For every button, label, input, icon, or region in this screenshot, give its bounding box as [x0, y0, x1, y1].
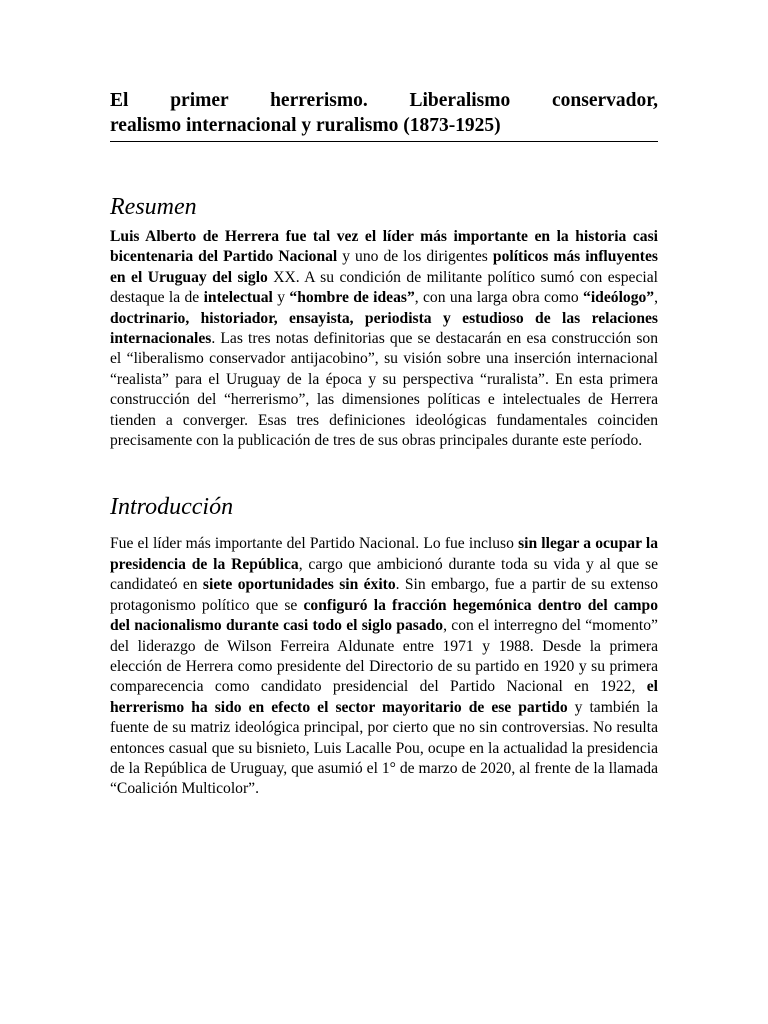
resumen-bold-7: “hombre de ideas”: [289, 289, 415, 307]
resumen-paragraph: [110, 227, 658, 451]
resumen-bold-1: Luis Alberto de Herrera fue tal vez el líder más importante en la historia casi bicentenaria del Partido Nacional: [110, 228, 658, 266]
intro-text-3: , cargo que ambicionó durante toda su vida y al que se candidateó en: [110, 555, 659, 594]
intro-text-7: , con el interregno del “momento” del liderazgo de Wilson Ferreira Aldunate entre 1971 y 1988. Desde la primera elección de Herrera como presidente del Directorio de su partido en 1920 y su primera comparecencia como candidato presidencial del Partido Nacional en 1922,: [110, 617, 658, 696]
resumen-text-10: ,: [654, 289, 658, 307]
introduccion-paragraph: [110, 534, 658, 799]
intro-bold-4: siete oportunidades sin éxito: [202, 576, 396, 594]
document-page: [110, 88, 658, 800]
resumen-text-8: , con una larga obra como: [414, 289, 584, 307]
resumen-text-4: XX. A su condición de militante político sumó con especial destaque la de: [110, 268, 658, 307]
intro-text-5: . Sin embargo, fue a partir de su extenso protagonismo político que se: [110, 576, 658, 614]
title-line-1: El primer herrerismo. Liberalismo conservador,: [110, 90, 658, 111]
intro-bold-2: sin llegar a ocupar la presidencia de la República: [110, 535, 658, 573]
resumen-bold-5: intelectual: [203, 289, 273, 307]
intro-bold-6: configuró la fracción hegemónica dentro del campo del nacionalismo durante casi todo el siglo pasado: [110, 596, 658, 635]
introduccion-heading: Introducción: [110, 494, 234, 521]
resumen-bold-3: políticos más influyentes en el Uruguay del siglo: [110, 248, 658, 286]
resumen-bold-9: “ideólogo”: [583, 289, 655, 307]
resumen-text-2: y uno de los dirigentes: [337, 248, 493, 266]
intro-bold-8: el herrerismo ha sido en efecto el sector mayoritario de ese partido: [110, 678, 658, 716]
resumen-text-12: . Las tres notas definitorias que se destacarán en esa construcción son el “liberalismo conservador antijacobino”, su visión sobre una inserción internacional “realista” para el Uruguay de la época y su perspectiva “ruralista”. En esta primera construcción del “herrerismo”, las dimensiones políticas e intelectuales de Herrera tienden a converger. Esas tres definiciones ideológicas fundamentales coinciden precisamente con la publicación de tres de sus obras principales durante este período.: [110, 330, 658, 450]
document-title: [110, 88, 658, 142]
resumen-heading: Resumen: [110, 194, 197, 220]
resumen-text-6: y: [272, 289, 290, 307]
resumen-bold-11: doctrinario, historiador, ensayista, periodista y estudioso de las relaciones internacionales: [110, 309, 658, 348]
intro-text-9: y también la fuente de su matriz ideológica principal, por cierto que no sin controversias. No resulta entonces casual que su bisnieto, Luis Lacalle Pou, ocupe en la actualidad la presidencia de la República de Uruguay, que asumió el 1° de marzo de 2020, al frente de la llamada “Coalición Multicolor”.: [110, 698, 658, 798]
title-line-2: realismo internacional y ruralismo (1873-1925): [110, 115, 501, 136]
intro-text-1: Fue el líder más importante del Partido Nacional. Lo fue incluso: [110, 535, 519, 553]
